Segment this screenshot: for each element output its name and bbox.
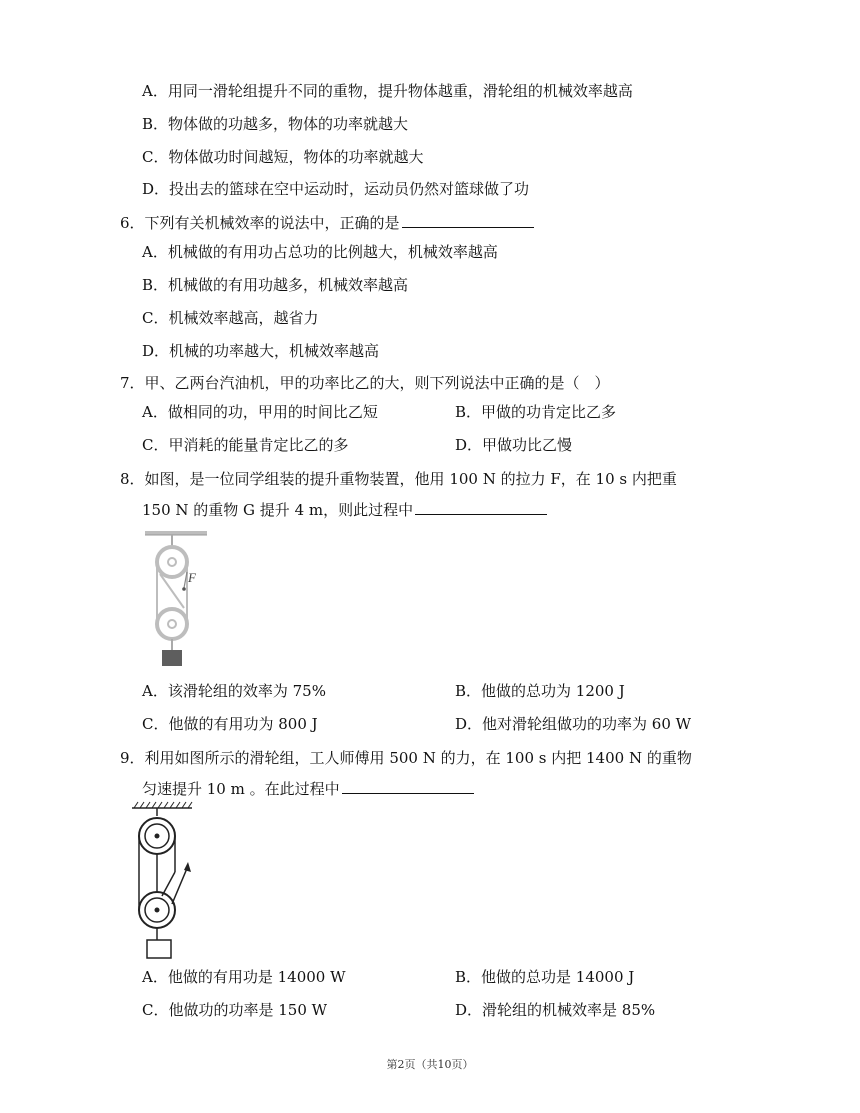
weight-block — [147, 940, 171, 958]
q6-stem-text: 6．下列有关机械效率的说法中，正确的是 — [120, 214, 400, 232]
q9-option-a: A．他做的有用功是 14000 W — [142, 968, 346, 986]
q8-stem-line2 — [142, 498, 547, 521]
q5-option-a: A．用同一滑轮组提升不同的重物，提升物体越重，滑轮组的机械效率越高 — [142, 82, 633, 100]
q9-stem-line2 — [142, 777, 474, 800]
q8-option-c: C．他做的有用功为 800 J — [142, 715, 318, 733]
q6-option-b: B．机械做的有用功越多，机械效率越高 — [142, 276, 409, 294]
answer-blank — [342, 777, 474, 794]
q5-option-b: B．物体做的功越多，物体的功率就越大 — [142, 115, 409, 133]
movable-pulley — [157, 609, 187, 639]
fixed-pulley — [157, 547, 187, 577]
q6-option-d: D．机械的功率越大，机械效率越高 — [142, 342, 380, 360]
q9-pulley-figure — [130, 800, 200, 962]
q9-option-d: D．滑轮组的机械效率是 85% — [455, 1001, 656, 1019]
weight-block — [162, 650, 182, 666]
q8-stem-line2-text: 150 N 的重物 G 提升 4 m，则此过程中 — [142, 501, 414, 519]
force-label: F — [188, 570, 196, 585]
page-footer: 第2页（共10页） — [386, 1058, 474, 1071]
answer-blank — [402, 211, 534, 228]
q7-option-c: C．甲消耗的能量肯定比乙的多 — [142, 436, 349, 454]
answer-blank — [415, 498, 547, 515]
q7-option-a: A．做相同的功，甲用的时间比乙短 — [142, 403, 378, 421]
q8-option-a: A．该滑轮组的效率为 75% — [142, 682, 326, 700]
q8-option-d: D．他对滑轮组做功的功率为 60 W — [455, 715, 692, 733]
q7-option-b: B．甲做的功肯定比乙多 — [455, 403, 617, 421]
q6-stem — [120, 211, 534, 234]
q5-option-c: C．物体做功时间越短，物体的功率就越大 — [142, 148, 424, 166]
q9-stem-line1: 9．利用如图所示的滑轮组，工人师傅用 500 N 的力，在 100 s 内把 1400 N 的重物 — [120, 749, 692, 767]
q9-option-b: B．他做的总功是 14000 J — [455, 968, 635, 986]
q8-pulley-figure — [140, 528, 220, 670]
q7-stem: 7．甲、乙两台汽油机，甲的功率比乙的大，则下列说法中正确的是（ ） — [120, 374, 610, 392]
q8-option-b: B．他做的总功为 1200 J — [455, 682, 625, 700]
q9-option-c: C．他做功的功率是 150 W — [142, 1001, 328, 1019]
q5-option-d: D．投出去的篮球在空中运动时，运动员仍然对篮球做了功 — [142, 180, 530, 198]
q8-stem-line1: 8．如图，是一位同学组装的提升重物装置，他用 100 N 的拉力 F，在 10 s 内把重 — [120, 470, 677, 488]
ceiling-beam — [145, 531, 207, 535]
q7-option-d: D．甲做功比乙慢 — [455, 436, 573, 454]
q6-option-a: A．机械做的有用功占总功的比例越大，机械效率越高 — [142, 243, 498, 261]
q6-option-c: C．机械效率越高，越省力 — [142, 309, 319, 327]
q9-stem-line2-text: 匀速提升 10 m 。在此过程中 — [142, 780, 340, 798]
force-arrow — [184, 862, 191, 872]
